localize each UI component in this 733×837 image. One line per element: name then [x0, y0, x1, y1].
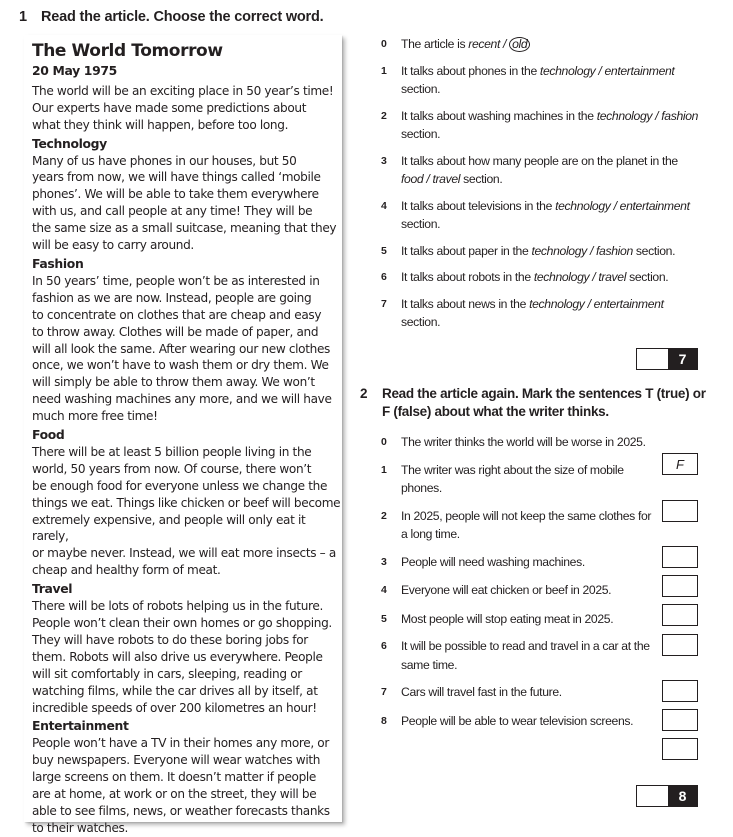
- option-2-circled[interactable]: old: [509, 37, 530, 52]
- option-2[interactable]: entertainment: [619, 198, 690, 213]
- question-6: [381, 268, 701, 287]
- statement-1: [381, 461, 653, 498]
- score-input[interactable]: [637, 786, 668, 806]
- statement-text: In 2025, people will not keep the same clothes for a long time.: [401, 508, 652, 541]
- question-text: It talks about news in the: [401, 296, 530, 311]
- article-intro: The world will be an exciting place in 50 year’s time! Our experts have made some predictions about what they think will happen, before too long.: [32, 83, 334, 132]
- section-text: There will be lots of robots helping us in the future. People won’t clean their own homes or go shopping. They will have robots to do these boring jobs for them. Robots will also drive us everywhere. People will sit comfortably in cars, sleeping, reading or watching films, while the car drives all by itself, at incredible speeds of over 200 kilometres an hour!: [32, 599, 332, 715]
- statement-number: 7: [381, 686, 387, 698]
- question-3: [381, 152, 701, 189]
- question-7: [381, 295, 701, 332]
- statement-number: 0: [381, 436, 387, 448]
- statement-number: 5: [381, 612, 387, 625]
- exercise-2-score-box: [636, 785, 698, 807]
- option-1[interactable]: food: [401, 172, 424, 186]
- question-text-end: section.: [460, 172, 503, 186]
- section-text: Many of us have phones in our houses, but 50 years from now, we will have things called ‘mobile phones’. We will be able to take them everywhere with us, and call people at any time! They will be the same size as a small suitcase, meaning that they will be easy to carry around.: [32, 153, 337, 253]
- statement-number: 3: [381, 555, 387, 568]
- statement-number: 2: [381, 509, 387, 522]
- question-text: It talks about televisions in the: [401, 198, 556, 213]
- question-text-end: section.: [401, 82, 441, 96]
- option-1[interactable]: technology: [539, 63, 596, 78]
- statement-text: The writer thinks the world will be worse in 2025.: [401, 435, 646, 449]
- option-1[interactable]: technology: [596, 108, 653, 123]
- option-separator: /: [589, 270, 599, 284]
- article-section-entertainment: [32, 718, 342, 836]
- question-text: It talks about washing machines in the: [401, 108, 597, 123]
- option-separator: /: [595, 63, 605, 78]
- question-number: 4: [381, 199, 387, 212]
- answer-box-6[interactable]: [662, 680, 698, 702]
- question-text: It talks about how many people are on the planet in the: [401, 153, 678, 168]
- question-text-end: section.: [632, 243, 676, 258]
- section-title: Travel: [32, 581, 73, 597]
- question-text-end: section.: [401, 315, 441, 329]
- answer-box-2[interactable]: [662, 546, 698, 568]
- statement-text: Cars will travel fast in the future.: [401, 685, 562, 699]
- statement-text: The writer was right about the size of mobile phones.: [401, 462, 624, 495]
- section-text: People won’t have a TV in their homes any more, or buy newspapers. Everyone will wear watches with large screens on them. It doesn’t matter if people are at home, at work or on the street, they will be able to see films, news, or weather forecasts thanks to their watches.: [32, 736, 330, 835]
- statement-6: [381, 637, 653, 674]
- section-title: Food: [32, 427, 65, 443]
- question-2: [381, 107, 701, 144]
- option-2[interactable]: entertainment: [604, 63, 675, 78]
- statement-text: Everyone will eat chicken or beef in 2025.: [401, 583, 612, 597]
- article-section-technology: [32, 136, 342, 254]
- question-text-end: section.: [626, 270, 669, 284]
- article-section-fashion: [32, 256, 342, 425]
- statement-number: 4: [381, 584, 387, 596]
- answer-box-1[interactable]: [662, 500, 698, 522]
- section-title: Entertainment: [32, 718, 129, 734]
- statement-0: [381, 433, 653, 452]
- question-number: 7: [381, 297, 387, 310]
- question-text: It talks about phones in the: [401, 63, 540, 78]
- score-total: 7: [668, 349, 697, 369]
- statement-number: 1: [381, 463, 387, 476]
- statement-2: [381, 507, 653, 544]
- section-text: There will be at least 5 billion people living in the world, 50 years from now. Of course, there won’t be enough food for everyone unless we change the things we eat. Things like chicken or beef will become extremely expensive, and people will only eat it rarely, or maybe never. Instead, we will eat more insects – a cheap and healthy form of meat.: [32, 444, 341, 578]
- exercise-1-questions: [381, 35, 701, 332]
- exercise-2-number: 2: [360, 386, 368, 401]
- section-text: In 50 years’ time, people won’t be as interested in fashion as we are now. Instead, people are going to concentrate on clothes that are cheap and easy to throw away. Clothes will be made of paper, and will all look the same. After wearing our new clothes once, we won’t have to wash them or dry them. We will simply be able to throw them away. We won’t need washing machines any more, and we will have much more free time!: [32, 273, 332, 424]
- article-date: 20 May 1975: [32, 63, 117, 78]
- question-number: 6: [381, 271, 387, 283]
- question-0: [381, 35, 701, 54]
- option-separator: /: [610, 198, 620, 213]
- option-separator: /: [652, 108, 662, 123]
- exercise-2-instruction: Read the article again. Mark the sentences T (true) or F (false) about what the writer thinks.: [382, 386, 706, 419]
- question-number: 2: [381, 109, 387, 122]
- exercise-2-heading: [360, 385, 710, 420]
- option-separator: /: [586, 243, 597, 258]
- answer-box-4[interactable]: [662, 604, 698, 626]
- question-5: [381, 242, 701, 261]
- statement-3: [381, 553, 653, 572]
- option-1[interactable]: technology: [533, 270, 590, 284]
- statement-5: [381, 610, 653, 629]
- question-number: 0: [381, 38, 387, 50]
- option-1[interactable]: technology: [529, 296, 585, 311]
- option-separator: /: [500, 37, 510, 51]
- statement-7: [381, 683, 653, 702]
- article-section-travel: [32, 581, 342, 716]
- option-separator: /: [423, 172, 433, 186]
- section-title: Technology: [32, 135, 107, 151]
- statement-number: 8: [381, 714, 387, 727]
- question-number: 3: [381, 154, 387, 167]
- article-panel: [24, 35, 342, 835]
- statement-text: People will need washing machines.: [401, 554, 585, 569]
- question-number: 5: [381, 244, 387, 257]
- option-2[interactable]: travel: [598, 270, 627, 284]
- option-2[interactable]: fashion: [661, 108, 699, 123]
- article-section-food: [32, 427, 342, 579]
- answer-box-3[interactable]: [662, 575, 698, 597]
- question-text-end: section.: [401, 217, 441, 231]
- option-2[interactable]: travel: [432, 172, 461, 186]
- statement-4: [381, 581, 653, 600]
- question-text: It talks about paper in the: [401, 243, 532, 258]
- question-number: 1: [381, 64, 387, 77]
- exercise-2-statements: [381, 433, 653, 730]
- statement-text: Most people will stop eating meat in 2025.: [401, 611, 614, 626]
- statement-text: People will be able to wear television screens.: [401, 713, 634, 728]
- statement-text: It will be possible to read and travel in a car at the same time.: [401, 639, 650, 672]
- question-1: [381, 62, 701, 99]
- statement-number: 6: [381, 640, 387, 652]
- score-input[interactable]: [637, 349, 668, 369]
- answer-box-8[interactable]: [662, 738, 698, 760]
- answer-box-5[interactable]: [662, 634, 698, 656]
- question-text-end: section.: [401, 127, 441, 141]
- question-4: [381, 197, 701, 234]
- question-text: It talks about robots in the: [401, 270, 534, 284]
- option-separator: /: [584, 296, 594, 311]
- option-1[interactable]: technology: [555, 198, 611, 213]
- question-text: The article is: [401, 37, 469, 51]
- statement-8: [381, 712, 653, 731]
- score-total: 8: [668, 786, 697, 806]
- option-1[interactable]: technology: [531, 243, 587, 258]
- answer-box-7[interactable]: [662, 709, 698, 731]
- section-title: Fashion: [32, 255, 84, 271]
- exercise-1-number: 1: [19, 9, 27, 25]
- exercise-1-heading: [19, 9, 323, 25]
- exercise-1-score-box: [636, 348, 698, 370]
- exercise-1-instruction: Read the article. Choose the correct word.: [41, 9, 324, 25]
- option-2[interactable]: entertainment: [593, 296, 664, 311]
- article-headline: The World Tomorrow: [32, 41, 223, 61]
- option-2[interactable]: fashion: [596, 243, 633, 258]
- option-1[interactable]: recent: [468, 37, 501, 51]
- answer-box-0[interactable]: F: [662, 453, 698, 475]
